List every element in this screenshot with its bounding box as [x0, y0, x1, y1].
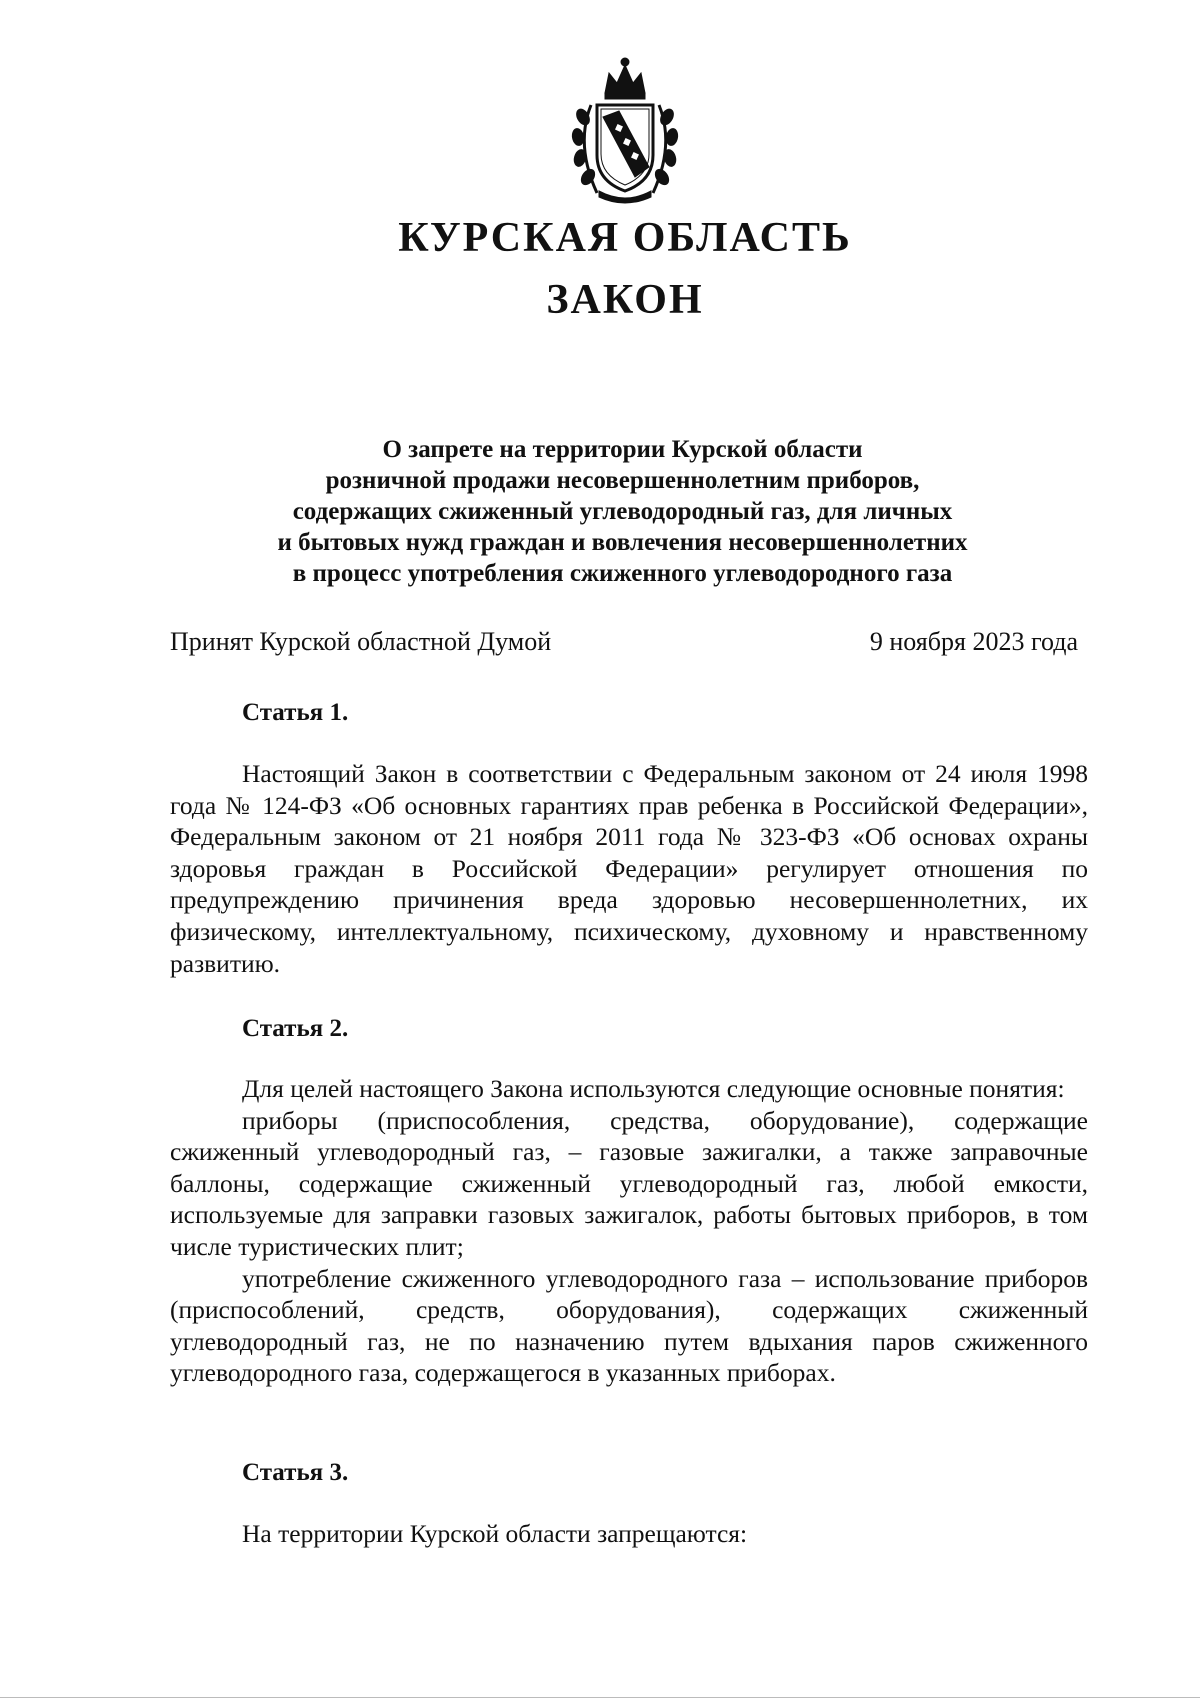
paragraph: приборы (приспособления, средства, оборудование), содержащие сжиженный углеводородный газ, – газовые зажигалки, а также заправочные баллоны, содержащие сжиженный углеводородный газ, любой емкости, используемые для заправки газовых зажигалок, работы бытовых приборов, в том числе туристических плит;: [170, 1105, 1088, 1261]
paragraph: На территории Курской области запрещаются:: [242, 1519, 748, 1548]
article-1-heading: Статья 1.: [242, 699, 349, 726]
paragraph: Настоящий Закон в соответствии с Федеральным законом от 24 июля 1998 года № 124-ФЗ «Об основных гарантиях прав ребенка в Российской Федерации», Федеральным законом от 21 ноября 2011 года № 323-ФЗ «Об основах охраны здоровья граждан в Российской Федерации» регулирует отношения по предупреждению причинения вреда здоровью несовершеннолетних, их физическому, интеллектуальному, психическому, духовному и нравственному развитию.: [170, 759, 1088, 978]
paragraph: Для целей настоящего Закона используются следующие основные понятия:: [242, 1074, 1065, 1103]
adoption-date: 9 ноября 2023 года: [869, 627, 1078, 656]
article-3-body: [170, 1518, 1088, 1550]
scan-edge-line: [0, 1697, 1200, 1698]
subject-line: и бытовых нужд граждан и вовлечения несовершеннолетних: [277, 529, 968, 556]
law-subject: [200, 434, 1045, 589]
subject-line: содержащих сжиженный углеводородный газ, для личных: [292, 498, 953, 525]
article-1-body: [170, 758, 1088, 979]
subject-line: О запрете на территории Курской области: [382, 436, 863, 463]
paragraph: употребление сжиженного углеводородного газа – использование приборов (приспособлений, средств, оборудования), содержащих сжиженный углеводородный газ, не по назначению путем вдыхания паров сжиженного углеводородного газа, содержащегося в указанных приборах.: [170, 1263, 1088, 1388]
subject-line: в процесс употребления сжиженного углеводородного газа: [292, 560, 953, 587]
adopted-by: Принят Курской областной Думой: [170, 627, 552, 656]
region-title: КУРСКАЯ ОБЛАСТЬ: [398, 215, 852, 261]
article-2-body: [170, 1073, 1088, 1389]
document-type-title: ЗАКОН: [546, 277, 704, 323]
subject-line: розничной продажи несовершеннолетним приборов,: [325, 467, 920, 494]
coat-of-arms-icon: [561, 55, 689, 205]
article-3-heading: Статья 3.: [242, 1459, 349, 1486]
article-2-heading: Статья 2.: [242, 1015, 349, 1042]
